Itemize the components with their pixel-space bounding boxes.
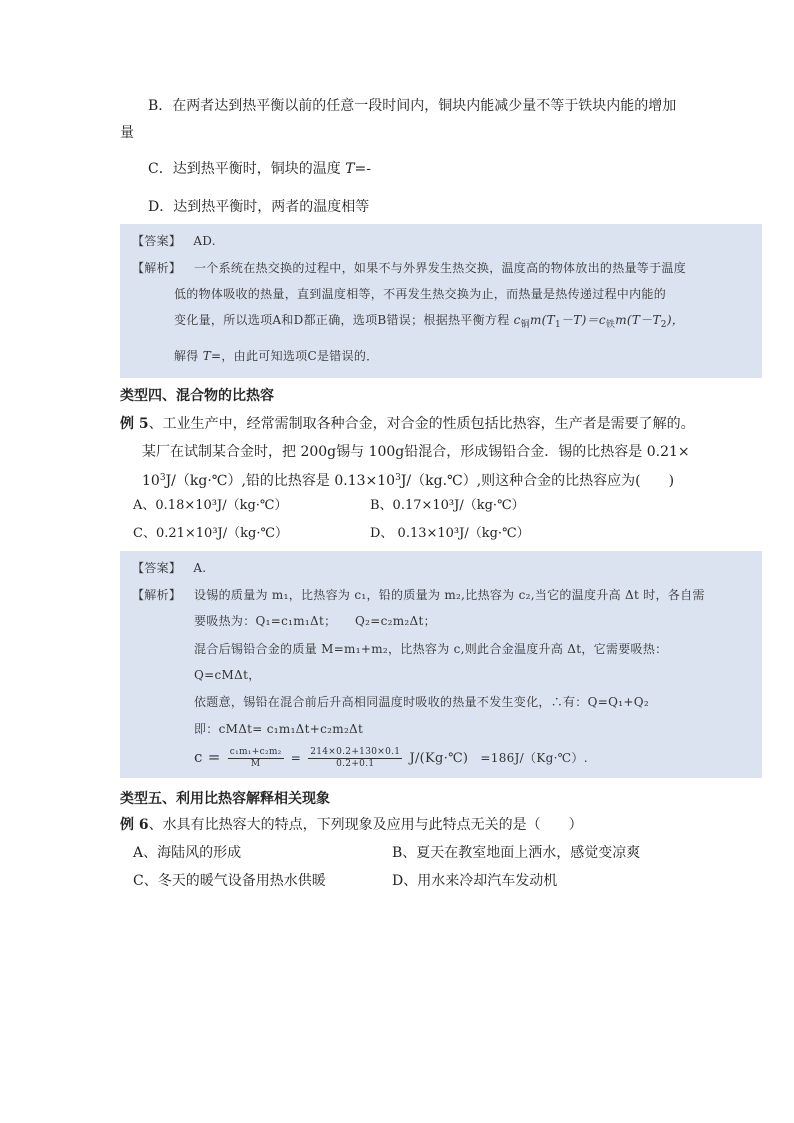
ex6-option-d — [392, 871, 557, 891]
analysis2-line-1 — [194, 585, 705, 605]
sup-3: 3 — [395, 473, 401, 483]
option-b-text-cont: 量 — [120, 125, 134, 141]
ex6-option-a — [133, 843, 241, 863]
fraction-1 — [228, 747, 284, 770]
option-text: A、0.18×10³J/（kg·℃） — [133, 498, 288, 513]
answer-value: AD. — [193, 234, 216, 248]
option-text: B、0.17×10³J/（kg·℃） — [370, 498, 525, 513]
sup-3: 3 — [159, 473, 166, 483]
analysis-text: 混合后锡铅合金的质量 M=m₁+m₂，比热容为 c,则此合金温度升高 Δt，它需要吸热： — [194, 642, 668, 656]
fraction-2 — [308, 747, 402, 770]
ex6-option-c — [133, 871, 326, 891]
option-b-line1 — [148, 96, 676, 116]
analysis-line-3 — [174, 310, 684, 335]
analysis-tag-1 — [132, 258, 181, 278]
option-text: D、用水来冷却汽车发动机 — [392, 873, 558, 889]
example-text: 某厂在试制某合金时，把 200g锡与 100g铅混合，形成锡铅合金．锡的比热容是 0.21× — [142, 444, 690, 460]
analysis-text: 一个系统在热交换的过程中，如果不与外界发生热交换，温度高的物体放出的热量等于温度 — [194, 261, 687, 275]
heading-text: 类型五、利用比热容解释相关现象 — [120, 791, 330, 807]
eq-part: m(T－T — [615, 313, 661, 327]
answer-value: A. — [193, 561, 207, 575]
fraction-2-num: 214×0.2+130×0.1 — [310, 747, 401, 757]
analysis-text: 即：cMΔt= c₁m₁Δt+c₂m₂Δt — [194, 722, 364, 736]
eq-part: )， — [666, 313, 685, 327]
formula-eq: = — [290, 751, 302, 765]
formula-c: c = — [194, 748, 221, 766]
sub-fe: 铁 — [605, 320, 616, 330]
option-c-text: C．达到热平衡时，铜块的温度 — [148, 161, 346, 177]
analysis-tag: 【解析】 — [132, 588, 182, 602]
analysis-text: 低的物体吸收的热量，直到温度相等，不再发生热交换为止，而热量是热传递过程中内能的 — [174, 287, 667, 301]
analysis-tag-2 — [132, 585, 181, 605]
example-text: 、水具有比热容大的特点，下列现象及应用与此特点无关的是（ ） — [148, 817, 583, 833]
fraction-1-den: M — [250, 759, 261, 769]
option-text: B、夏天在教室地面上洒水，感觉变凉爽 — [392, 845, 641, 861]
ex5-option-c — [133, 524, 288, 544]
sub-1: 1 — [554, 320, 561, 330]
option-text: D、 0.13×10³J/（kg·℃） — [370, 526, 530, 541]
answer-tag: 【答案】 — [132, 561, 182, 575]
ex6-option-b — [392, 843, 640, 863]
analysis2-line-4 — [194, 665, 261, 685]
example-text: 、工业生产中，经常需制取各种合金，对合金的性质包括比热容，生产者是需要了解的。 — [148, 416, 695, 432]
example-5-line1 — [120, 414, 695, 434]
option-c-var: T — [345, 161, 355, 177]
option-d-text: D．达到热平衡时，两者的温度相等 — [148, 199, 370, 215]
formula-unit: J/(Kg·℃) — [409, 751, 469, 766]
answer-row-2 — [132, 558, 206, 578]
option-b-text: B．在两者达到热平衡以前的任意一段时间内，铜块内能减少量不等于铁块内能的增加 — [148, 98, 677, 114]
var-t: T — [202, 349, 212, 363]
analysis-text: =，由此可知选项C是错误的． — [211, 349, 379, 363]
example-text: J/（kg.℃）,则这种合金的比热容应为( ) — [400, 473, 675, 489]
analysis2-line-5 — [194, 692, 649, 712]
analysis-text: 解得 — [174, 349, 203, 363]
analysis-text: 依题意，锡铅在混合前后升高相同温度时吸收的热量不发生变化，∴有：Q=Q₁+Q₂ — [194, 695, 649, 709]
analysis-line-1 — [194, 258, 686, 278]
eq-part: －T)＝c — [560, 313, 606, 327]
answer-box-2 — [120, 551, 762, 778]
option-text: C、冬天的暖气设备用热水供暖 — [133, 873, 326, 889]
section-heading-type4 — [120, 386, 274, 406]
answer-row-1 — [132, 231, 216, 251]
option-c — [148, 159, 371, 179]
option-text: A、海陆风的形成 — [133, 845, 242, 861]
example-6-line1 — [120, 815, 583, 835]
analysis-text: 要吸热为：Q₁=c₁m₁Δt； Q₂=c₂m₂Δt； — [194, 614, 436, 628]
example-text: J/（kg·℃）,铅的比热容是 0.13×10 — [165, 473, 396, 489]
fraction-2-den: 0.2+0.1 — [336, 759, 375, 769]
example-label: 例 6 — [120, 817, 149, 833]
analysis-line-2 — [174, 284, 666, 304]
formula-line — [194, 745, 588, 771]
example-text: 10 — [142, 473, 160, 489]
option-d — [148, 197, 369, 217]
analysis2-line-3 — [194, 639, 667, 659]
analysis-line-4 — [174, 346, 378, 366]
var-c: c — [513, 313, 521, 327]
analysis-text: Q=cMΔt， — [194, 668, 261, 682]
answer-tag: 【答案】 — [132, 234, 182, 248]
sub-cu: 铜 — [520, 320, 530, 330]
example-5-line2 — [142, 442, 690, 462]
section-heading-type5 — [120, 789, 330, 809]
answer-box-1 — [120, 224, 762, 378]
option-text: C、0.21×10³J/（kg·℃） — [133, 526, 289, 541]
analysis-tag: 【解析】 — [132, 261, 182, 275]
example-5-line3 — [142, 468, 674, 491]
ex5-option-a — [133, 496, 287, 516]
analysis2-line-6 — [194, 719, 363, 739]
sub-2: 2 — [660, 320, 667, 330]
fraction-1-num: c₁m₁+c₂m₂ — [229, 747, 282, 757]
analysis2-line-2 — [194, 611, 436, 631]
analysis-text: 设锡的质量为 m₁，比热容为 c₁，铅的质量为 m₂,比热容为 c₂,当它的温度升高 Δt 时，各自需 — [194, 588, 705, 602]
option-b-line2 — [120, 123, 134, 143]
analysis-text: 变化量，所以选项A和D都正确，选项B错误；根据热平衡方程 — [174, 313, 514, 327]
heading-text: 类型四、混合物的比热容 — [120, 388, 274, 404]
eq-part: m(T — [529, 313, 555, 327]
option-c-eq: =- — [354, 161, 371, 177]
ex5-option-b — [370, 496, 525, 516]
formula-result: =186J/（Kg·℃）. — [480, 751, 588, 765]
ex5-option-d — [370, 524, 530, 544]
example-label: 例 5 — [120, 416, 149, 432]
